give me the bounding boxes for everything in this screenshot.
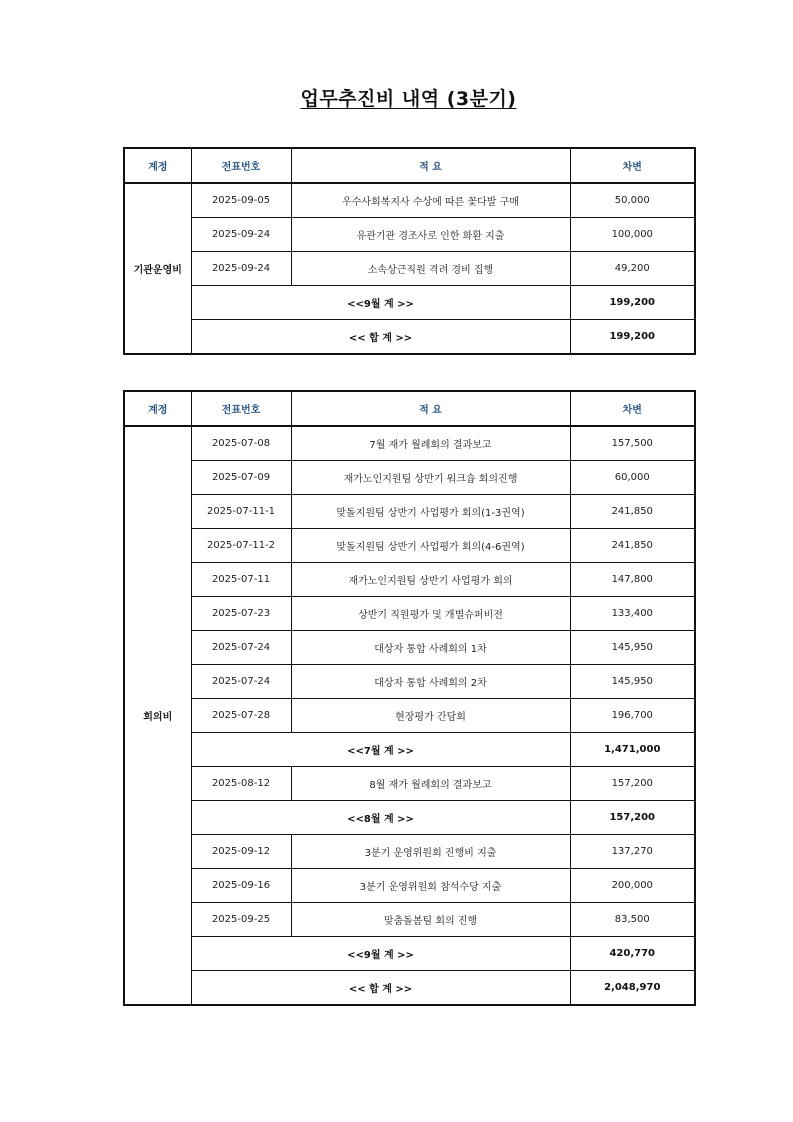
subtotal-amount: 420,770: [570, 937, 695, 971]
amount-cell: 49,200: [570, 252, 695, 286]
subtotal-label: <<9월 계 >>: [191, 937, 570, 971]
voucher-cell: 2025-07-11-2: [191, 529, 291, 563]
table-row: [124, 631, 695, 665]
table-row: [124, 563, 695, 597]
voucher-cell: 2025-07-11-1: [191, 495, 291, 529]
amount-cell: 147,800: [570, 563, 695, 597]
amount-cell: 157,200: [570, 767, 695, 801]
table-row: [124, 665, 695, 699]
subtotal-row-august: [124, 801, 695, 835]
subtotal-row-july: [124, 733, 695, 767]
total-row: [124, 971, 695, 1006]
header-voucher: 전표번호: [191, 148, 291, 183]
summary-cell: 맞춤돌봄팀 회의 진행: [291, 903, 570, 937]
amount-cell: 145,950: [570, 631, 695, 665]
subtotal-amount: 199,200: [570, 286, 695, 320]
table-row: [124, 218, 695, 252]
meeting-expense-table: [123, 390, 696, 1006]
amount-cell: 100,000: [570, 218, 695, 252]
voucher-cell: 2025-07-28: [191, 699, 291, 733]
header-account: 계정: [124, 148, 191, 183]
voucher-cell: 2025-07-08: [191, 426, 291, 461]
table-row: [124, 529, 695, 563]
table-row: [124, 252, 695, 286]
header-row: [124, 391, 695, 426]
header-summary: 적 요: [291, 391, 570, 426]
total-label: << 합 계 >>: [191, 971, 570, 1006]
voucher-cell: 2025-08-12: [191, 767, 291, 801]
document-title: 업무추진비 내역 (3분기): [300, 88, 517, 110]
header-amount: 차변: [570, 391, 695, 426]
summary-cell: 대상자 통합 사례회의 1차: [291, 631, 570, 665]
voucher-cell: 2025-09-05: [191, 183, 291, 218]
account-cell: 회의비: [124, 426, 191, 1005]
subtotal-row: [124, 286, 695, 320]
total-label: << 합 계 >>: [191, 320, 570, 355]
voucher-cell: 2025-07-11: [191, 563, 291, 597]
institution-operating-expense-table: [123, 147, 696, 355]
subtotal-amount: 157,200: [570, 801, 695, 835]
amount-cell: 83,500: [570, 903, 695, 937]
table-row: [124, 597, 695, 631]
amount-cell: 157,500: [570, 426, 695, 461]
voucher-cell: 2025-09-24: [191, 218, 291, 252]
header-summary: 적 요: [291, 148, 570, 183]
header-voucher: 전표번호: [191, 391, 291, 426]
voucher-cell: 2025-09-16: [191, 869, 291, 903]
summary-cell: 소속상근직원 격려 경비 집행: [291, 252, 570, 286]
table-row: [124, 183, 695, 218]
summary-cell: 7월 재가 월례회의 결과보고: [291, 426, 570, 461]
table-row: [124, 426, 695, 461]
summary-cell: 상반기 직원평가 및 개별슈퍼비전: [291, 597, 570, 631]
subtotal-row-september: [124, 937, 695, 971]
subtotal-amount: 1,471,000: [570, 733, 695, 767]
summary-cell: 재가노인지원팀 상반기 워크숍 회의진행: [291, 461, 570, 495]
amount-cell: 241,850: [570, 529, 695, 563]
table-row: [124, 767, 695, 801]
summary-cell: 대상자 통합 사례회의 2차: [291, 665, 570, 699]
header-account: 계정: [124, 391, 191, 426]
table-row: [124, 699, 695, 733]
summary-cell: 8월 재가 월례회의 결과보고: [291, 767, 570, 801]
table-row: [124, 461, 695, 495]
voucher-cell: 2025-07-24: [191, 631, 291, 665]
amount-cell: 145,950: [570, 665, 695, 699]
total-amount: 199,200: [570, 320, 695, 355]
amount-cell: 137,270: [570, 835, 695, 869]
table-row: [124, 495, 695, 529]
summary-cell: 현장평가 간담회: [291, 699, 570, 733]
account-cell: 기관운영비: [124, 183, 191, 354]
voucher-cell: 2025-07-09: [191, 461, 291, 495]
total-amount: 2,048,970: [570, 971, 695, 1006]
header-row: [124, 148, 695, 183]
total-row: [124, 320, 695, 355]
subtotal-label: <<8월 계 >>: [191, 801, 570, 835]
header-amount: 차변: [570, 148, 695, 183]
table-row: [124, 869, 695, 903]
summary-cell: 맞돌지원팀 상반기 사업평가 회의(4-6권역): [291, 529, 570, 563]
voucher-cell: 2025-09-25: [191, 903, 291, 937]
table-row: [124, 835, 695, 869]
summary-cell: 우수사회복지사 수상에 따른 꽃다발 구매: [291, 183, 570, 218]
voucher-cell: 2025-07-23: [191, 597, 291, 631]
subtotal-label: <<7월 계 >>: [191, 733, 570, 767]
summary-cell: 유관기관 경조사로 인한 화환 지출: [291, 218, 570, 252]
amount-cell: 200,000: [570, 869, 695, 903]
amount-cell: 60,000: [570, 461, 695, 495]
summary-cell: 맞돌지원팀 상반기 사업평가 회의(1-3권역): [291, 495, 570, 529]
table-row: [124, 903, 695, 937]
summary-cell: 재가노인지원팀 상반기 사업평가 회의: [291, 563, 570, 597]
voucher-cell: 2025-09-24: [191, 252, 291, 286]
amount-cell: 50,000: [570, 183, 695, 218]
voucher-cell: 2025-09-12: [191, 835, 291, 869]
voucher-cell: 2025-07-24: [191, 665, 291, 699]
summary-cell: 3분기 운영위원회 진행비 지출: [291, 835, 570, 869]
amount-cell: 133,400: [570, 597, 695, 631]
amount-cell: 196,700: [570, 699, 695, 733]
amount-cell: 241,850: [570, 495, 695, 529]
summary-cell: 3분기 운영위원회 참석수당 지출: [291, 869, 570, 903]
subtotal-label: <<9월 계 >>: [191, 286, 570, 320]
